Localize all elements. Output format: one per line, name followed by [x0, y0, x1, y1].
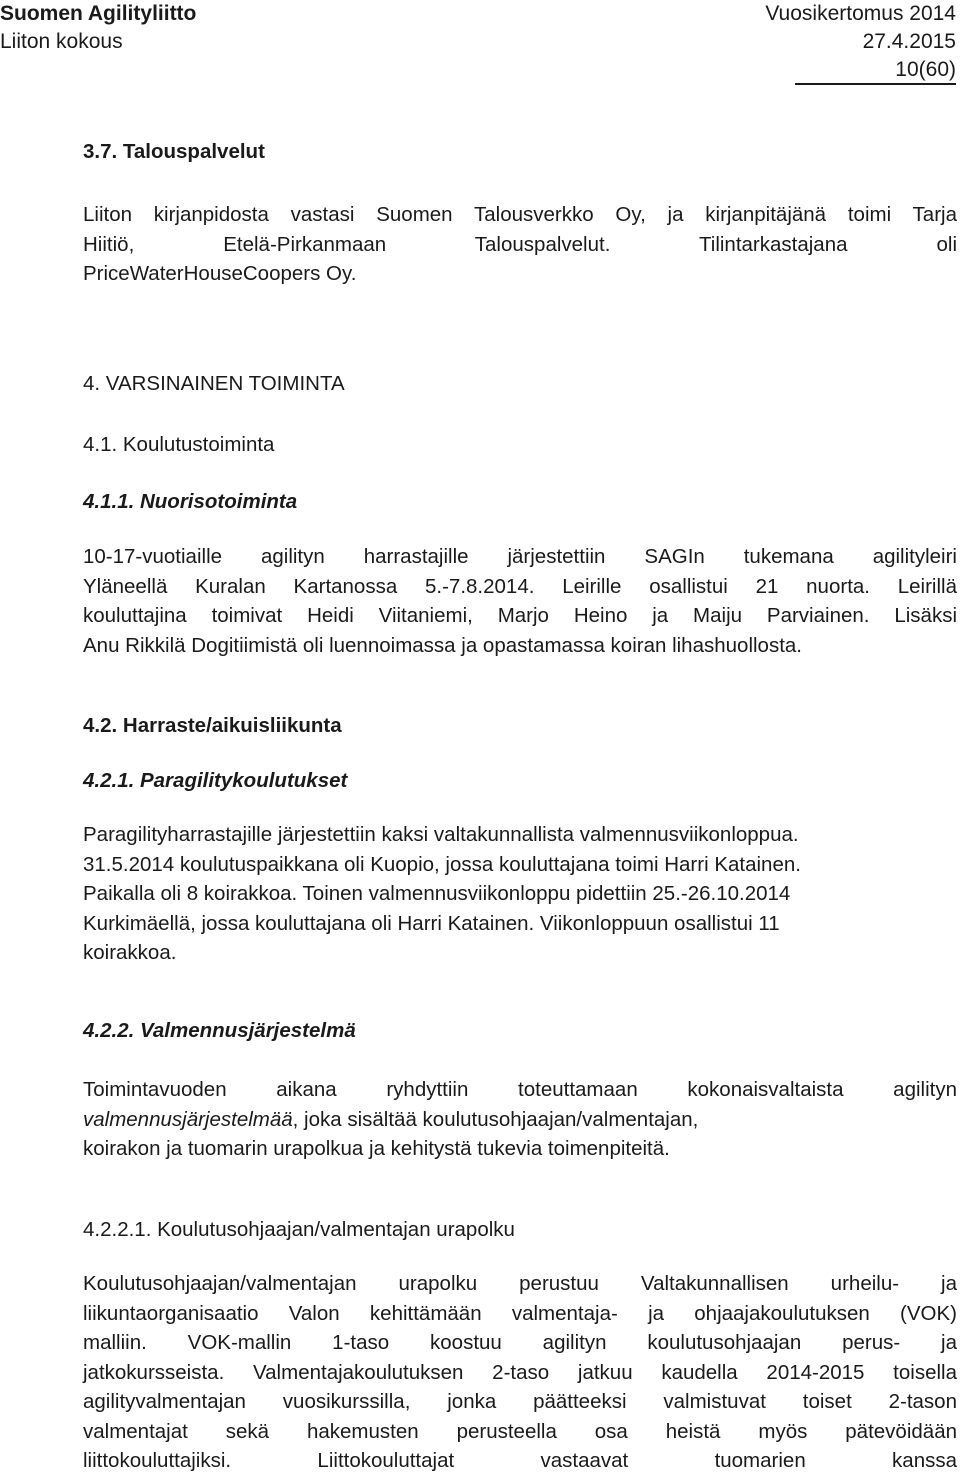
heading-harraste-aikuisliikunta: 4.2. Harraste/aikuisliikunta [83, 714, 342, 737]
paragraph-nuorisotoiminta [83, 542, 957, 660]
header-row-3 [0, 58, 956, 86]
heading-varsinainen-toiminta: 4. VARSINAINEN TOIMINTA [83, 372, 345, 395]
paragraph-koulutusohjaajan-urapolku [83, 1269, 957, 1476]
paragraph-line: liikuntaorganisaatio Valon kehittämään valmentaja- ja ohjaajakoulutuksen (VOK) [83, 1301, 957, 1325]
heading-valmennusjarjestelma: 4.2.2. Valmennusjärjestelmä [83, 1019, 356, 1042]
paragraph-line-rest: , joka sisältää koulutusohjaajan/valmentajan, [292, 1107, 699, 1131]
italic-term: valmennusjärjestelmää [83, 1107, 293, 1131]
paragraph-line: 10-17-vuotiaille agilityn harrastajille järjestettiin SAGIn tukemana agilityleiri [83, 545, 957, 568]
paragraph-line: agilityvalmentajan vuosikurssilla, jonka päätteeksi valmistuvat toiset 2-tason [83, 1390, 957, 1413]
header-page-number: 10(60) [795, 58, 956, 85]
paragraph-line: Paragilityharrastajille järjestettiin kaksi valtakunnallista valmennusviikonloppua. [83, 823, 799, 846]
paragraph-line: Hiitiö, Etelä-Pirkanmaan Talouspalvelut. Tilintarkastajana oli [83, 232, 957, 256]
heading-paragilitykoulutukset: 4.2.1. Paragilitykoulutukset [83, 769, 348, 792]
heading-talouspalvelut: 3.7. Talouspalvelut [83, 140, 265, 163]
paragraph-line: koirakon ja tuomarin urapolkua ja kehitystä tukevia toimenpiteitä. [83, 1137, 670, 1160]
header-date: 27.4.2015 [862, 30, 956, 53]
paragraph-line: kouluttajina toimivat Heidi Viitaniemi, Marjo Heino ja Maiju Parviainen. Lisäksi [83, 604, 957, 627]
paragraph-line: koirakkoa. [83, 941, 177, 964]
paragraph-talouspalvelut [83, 200, 957, 289]
paragraph-line [83, 1105, 957, 1135]
header-report-title: Vuosikertomus 2014 [765, 2, 956, 25]
header-meeting: Liiton kokous [0, 30, 123, 53]
paragraph-line: PriceWaterHouseCoopers Oy. [83, 262, 357, 285]
paragraph-line: Kurkimäellä, jossa kouluttajana oli Harri Katainen. Viikonloppuun osallistui 11 [83, 911, 780, 935]
paragraph-line: malliin. VOK-mallin 1-taso koostuu agilityn koulutusohjaajan perus- ja [83, 1331, 957, 1354]
paragraph-line: Paikalla oli 8 koirakkoa. Toinen valmennusviikonloppu pidettiin 25.-26.10.2014 [83, 882, 791, 905]
paragraph-line: Koulutusohjaajan/valmentajan urapolku perustuu Valtakunnallisen urheilu- ja [83, 1272, 957, 1295]
paragraph-line: liittokouluttajiksi. Liittokouluttajat vastaavat tuomarien kanssa [83, 1449, 957, 1472]
paragraph-line: Yläneellä Kuralan Kartanossa 5.-7.8.2014. Leirille osallistui 21 nuorta. Leirillä [83, 574, 957, 598]
heading-koulutustoiminta: 4.1. Koulutustoiminta [83, 433, 275, 456]
heading-nuorisotoiminta: 4.1.1. Nuorisotoiminta [83, 490, 298, 513]
paragraph-valmennusjarjestelma [83, 1075, 957, 1164]
paragraph-line: Liiton kirjanpidosta vastasi Suomen Talousverkko Oy, ja kirjanpitäjänä toimi Tarja [83, 203, 957, 226]
paragraph-line: Anu Rikkilä Dogitiimistä oli luennoimassa ja opastamassa koiran lihashuollosta. [83, 633, 802, 657]
paragraph-line: jatkokursseista. Valmentajakoulutuksen 2-taso jatkuu kaudella 2014-2015 toisella [83, 1360, 957, 1384]
paragraph-line: Toimintavuoden aikana ryhdyttiin toteuttamaan kokonaisvaltaista agilityn [83, 1078, 957, 1101]
heading-koulutusohjaajan-urapolku: 4.2.2.1. Koulutusohjaajan/valmentajan urapolku [83, 1218, 515, 1241]
paragraph-paragilitykoulutukset [83, 820, 957, 968]
paragraph-line: valmentajat sekä hakemusten perusteella osa heistä myös pätevöidään [83, 1419, 957, 1443]
header-organization: Suomen Agilityliitto [0, 2, 197, 25]
paragraph-line: 31.5.2014 koulutuspaikkana oli Kuopio, jossa kouluttajana toimi Harri Katainen. [83, 852, 801, 876]
